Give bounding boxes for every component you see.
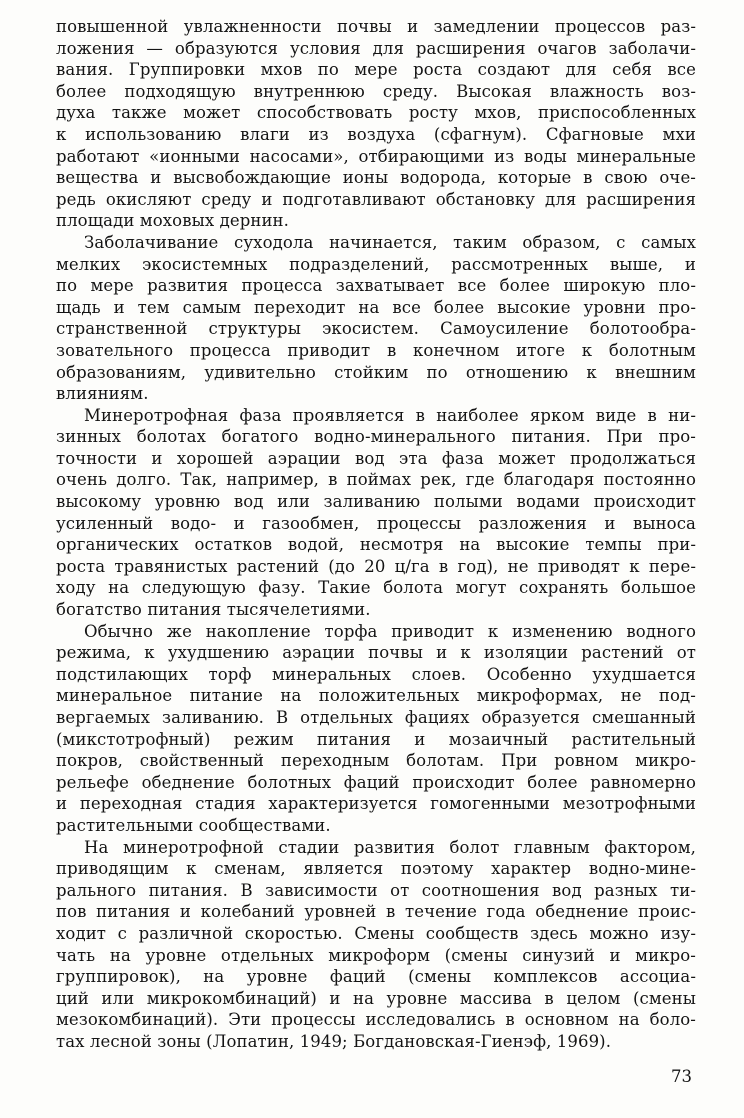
- text-line: образованиям, удивительно стойким по отношению к внешним: [56, 362, 696, 382]
- paragraph: [56, 837, 696, 1053]
- text-line: зинных болотах богатого водно-минерального питания. При про-: [56, 427, 696, 447]
- page-number: 73: [671, 1067, 692, 1086]
- body-text: [56, 16, 696, 1053]
- text-line: духа также может способствовать росту мхов, приспособленных: [56, 103, 696, 123]
- text-line: мелких экосистемных подразделений, рассмотренных выше, и: [56, 254, 696, 274]
- text-line: мезокомбинаций). Эти процессы исследовались в основном на боло-: [56, 1010, 696, 1030]
- text-line: чать на уровне отдельных микроформ (смены синузий и микро-: [56, 945, 696, 965]
- text-line: влияниям.: [56, 384, 149, 404]
- text-line: странственной структуры экосистем. Самоусиление болотообра-: [56, 319, 696, 339]
- text-line: растительными сообществами.: [56, 815, 331, 835]
- text-line: ходу на следующую фазу. Такие болота могут сохранять большое: [56, 578, 696, 598]
- text-line: ций или микрокомбинаций) и на уровне массива в целом (смены: [56, 988, 696, 1008]
- text-line: щадь и тем самым переходит на все более высокие уровни про-: [56, 297, 696, 317]
- text-line: более подходящую внутреннюю среду. Высокая влажность воз-: [56, 81, 696, 101]
- paragraph: [56, 621, 696, 837]
- text-line: вания. Группировки мхов по мере роста создают для себя все: [56, 60, 696, 80]
- text-line: Минеротрофная фаза проявляется в наиболее ярком виде в ни-: [84, 405, 696, 425]
- text-line: точности и хорошей аэрации вод эта фаза может продолжаться: [56, 448, 696, 468]
- paragraph: [56, 16, 696, 232]
- text-line: рельефе обеднение болотных фаций происходит более равномерно: [56, 772, 696, 792]
- text-line: повышенной увлажненности почвы и замедлении процессов раз-: [56, 17, 696, 36]
- text-line: редь окисляют среду и подготавливают обстановку для расширения: [56, 189, 696, 209]
- text-line: рального питания. В зависимости от соотношения вод разных ти-: [56, 880, 696, 900]
- text-line: площади моховых дернин.: [56, 211, 289, 231]
- text-line: покров, свойственный переходным болотам. При ровном микро-: [56, 751, 696, 771]
- text-line: работают «ионными насосами», отбирающими из воды минеральные: [56, 146, 696, 166]
- text-line: зовательного процесса приводит в конечном итоге к болотным: [56, 340, 696, 360]
- text-line: усиленный водо- и газообмен, процессы разложения и выноса: [56, 513, 696, 533]
- text-line: и переходная стадия характеризуется гомогенными мезотрофными: [56, 794, 696, 814]
- text-line: На минеротрофной стадии развития болот главным фактором,: [84, 837, 696, 857]
- text-line: подстилающих торф минеральных слоев. Особенно ухудшается: [56, 664, 696, 684]
- text-line: тах лесной зоны (Лопатин, 1949; Богдановская-Гиенэф, 1969).: [56, 1031, 612, 1051]
- text-line: минеральное питание на положительных микроформах, не под-: [56, 686, 696, 706]
- text-line: пов питания и колебаний уровней в течение года обеднение проис-: [56, 902, 696, 922]
- text-line: богатство питания тысячелетиями.: [56, 600, 371, 620]
- text-line: вергаемых заливанию. В отдельных фациях образуется смешанный: [56, 708, 696, 727]
- text-line: (микстотрофный) режим питания и мозаичный растительный: [56, 729, 696, 749]
- text-line: вещества и высвобождающие ионы водорода, которые в свою оче-: [56, 168, 696, 188]
- paragraph: [56, 232, 696, 405]
- text-line: роста травянистых растений (до 20 ц/га в год), не приводят к пере-: [56, 556, 696, 576]
- text-line: Обычно же накопление торфа приводит к изменению водного: [84, 621, 696, 641]
- text-line: по мере развития процесса захватывает все более широкую пло-: [56, 276, 696, 296]
- text-line: очень долго. Так, например, в поймах рек, где благодаря постоянно: [56, 470, 696, 490]
- text-line: приводящим к сменам, является поэтому характер водно-мине-: [56, 859, 696, 879]
- text-line: режима, к ухудшению аэрации почвы и к изоляции растений от: [56, 643, 696, 663]
- text-line: ходит с различной скоростью. Смены сообществ здесь можно изу-: [56, 923, 696, 943]
- text-line: высокому уровню вод или заливанию полыми водами происходит: [56, 492, 696, 512]
- text-line: группировок), на уровне фаций (смены комплексов ассоциа-: [56, 967, 696, 987]
- text-line: к использованию влаги из воздуха (сфагнум). Сфагновые мхи: [56, 124, 696, 144]
- text-line: ложения — образуются условия для расширения очагов заболачи-: [56, 38, 696, 58]
- paragraph: [56, 405, 696, 621]
- text-line: органических остатков водой, несмотря на высокие темпы при-: [56, 535, 696, 555]
- text-line: Заболачивание суходола начинается, таким образом, с самых: [84, 232, 696, 252]
